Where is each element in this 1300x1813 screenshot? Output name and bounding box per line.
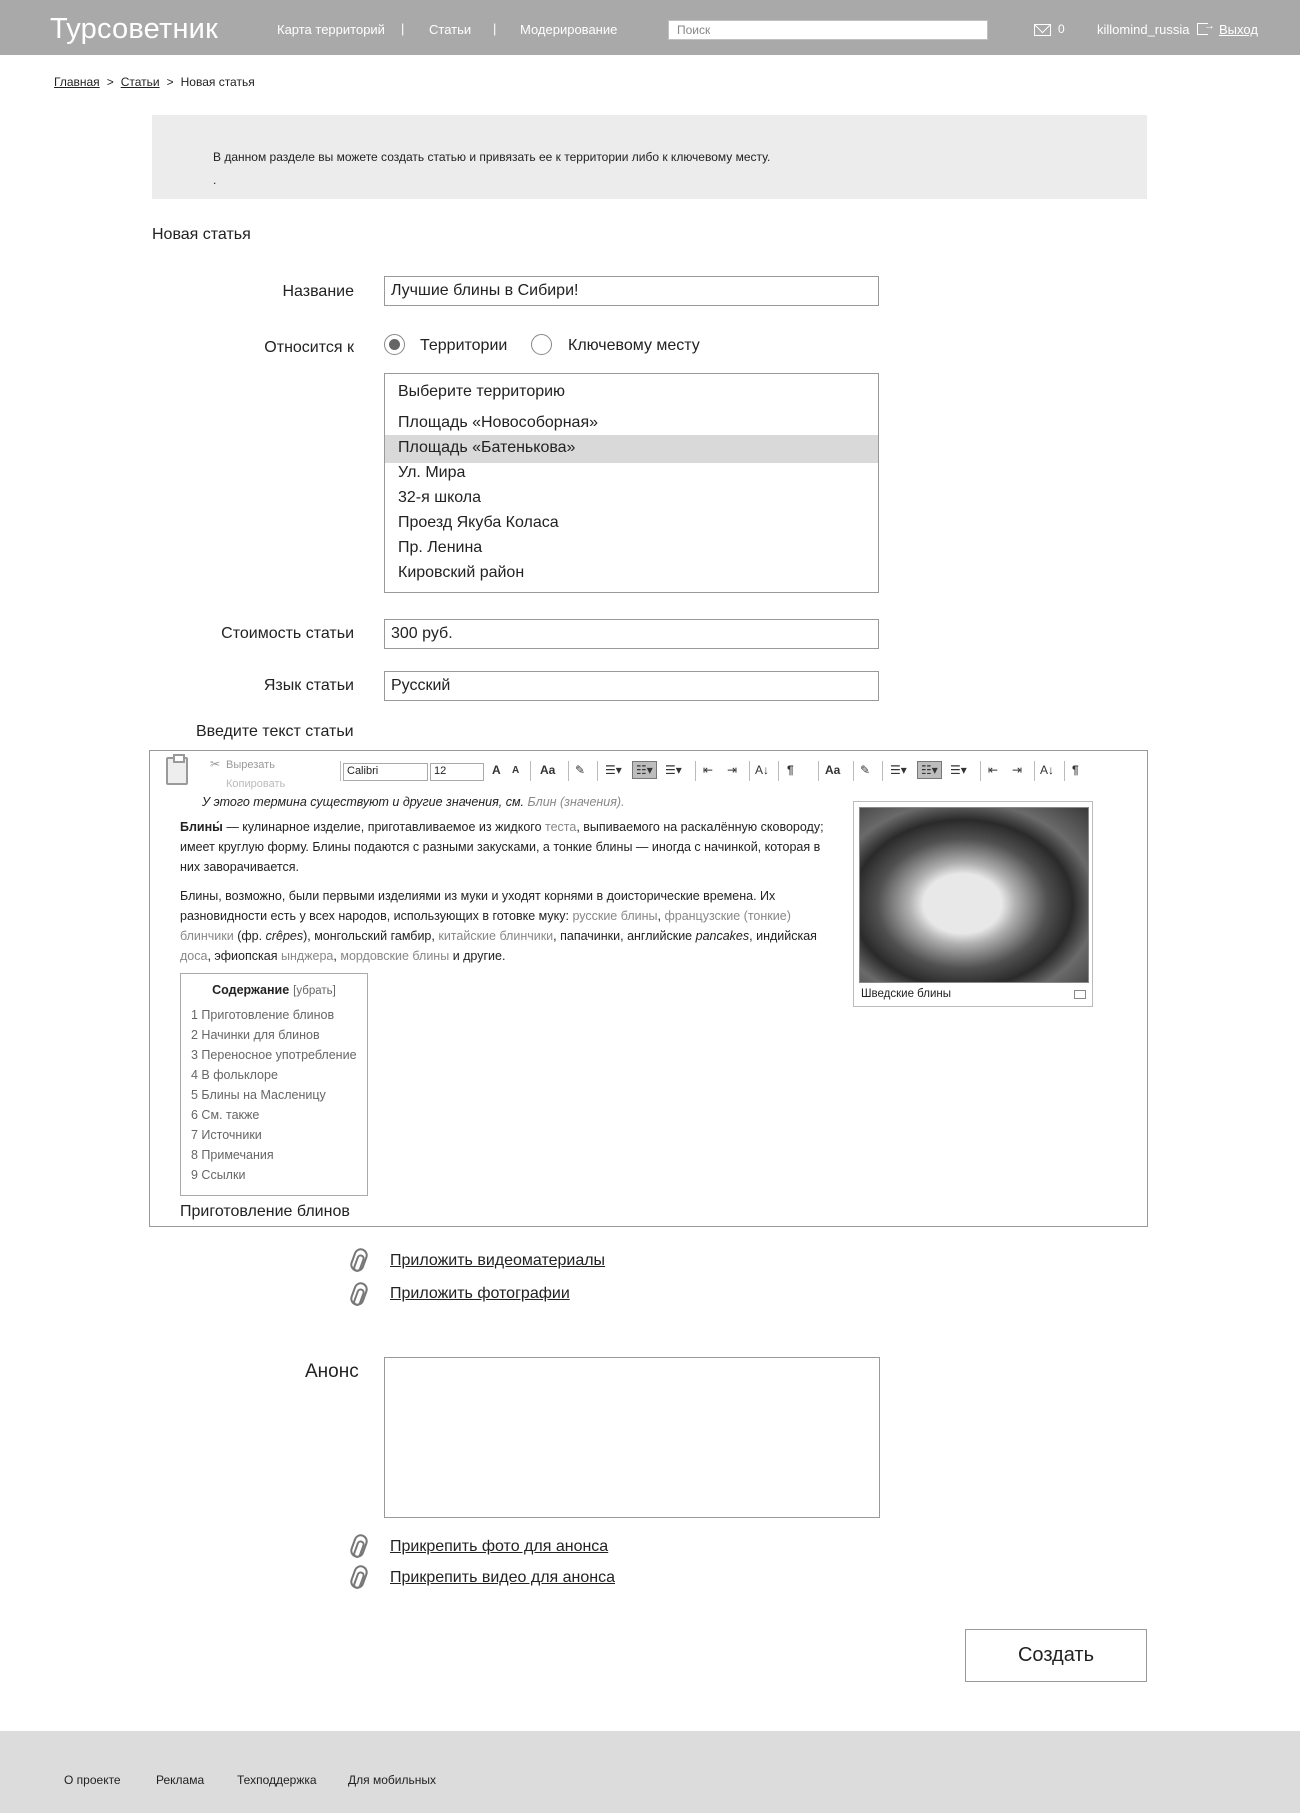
numbered-list-icon[interactable]: ☷▾ [917, 761, 942, 779]
p2-text: Блины, возможно, были первыми изделиями из муки и уходят корнями в доисторические времена. Их разновидности есть у всех народов, использующих в готовке муку: [180, 889, 776, 923]
attach-anons-photo-link[interactable]: Прикрепить фото для анонса [390, 1538, 609, 1555]
p2-text: , папачинки, английские [553, 929, 693, 943]
radio-territory-label[interactable]: Территории [420, 337, 508, 354]
p1-text: — кулинарное изделие, приготавливаемое из жидкого [226, 820, 542, 834]
attach-photo-link[interactable]: Приложить фотографии [390, 1285, 570, 1302]
toolbar-divider [853, 761, 854, 781]
anons-textarea[interactable] [384, 1357, 880, 1518]
cut-icon[interactable]: ✂ [210, 757, 221, 771]
breadcrumb-sep: > [106, 75, 114, 89]
site-logo[interactable]: Турсоветник [50, 13, 218, 45]
p2-punct: , [657, 909, 661, 923]
toc-item[interactable]: 7 Источники [191, 1128, 262, 1142]
anons-label: Анонс [305, 1361, 359, 1382]
toolbar-divider [818, 761, 819, 781]
list-item[interactable]: 32-я школа [398, 489, 482, 506]
footer [0, 1731, 1300, 1813]
footer-ads[interactable]: Реклама [156, 1773, 205, 1787]
disambiguation-note [202, 795, 625, 809]
multilevel-list-icon[interactable]: ☰▾ [950, 763, 967, 777]
figure-caption: Шведские блины [861, 988, 951, 1000]
toolbar-divider [980, 761, 981, 781]
page-title: Новая статья [152, 226, 251, 243]
note-text: У этого термина существуют и другие значения, см. [202, 795, 525, 809]
toolbar-divider [530, 761, 531, 781]
toc-title [181, 983, 367, 997]
list-item[interactable]: Площадь «Новособорная» [398, 414, 598, 431]
radio-territory[interactable] [384, 334, 405, 355]
p2-link[interactable]: русские блины [572, 909, 658, 923]
toolbar-divider [882, 761, 883, 781]
breadcrumb-sep: > [166, 75, 174, 89]
search-input[interactable]: Поиск [668, 20, 988, 40]
editor-toolbar [150, 751, 1147, 791]
section-heading: Приготовление блинов [180, 1203, 350, 1220]
article-paragraph-2 [180, 886, 830, 966]
attach-video-link[interactable]: Приложить видеоматериалы [390, 1252, 606, 1269]
article-figure [853, 801, 1093, 1007]
create-button[interactable]: Создать [965, 1629, 1147, 1682]
toolbar-divider [778, 761, 779, 781]
toolbar-divider [695, 761, 696, 781]
toc-item[interactable]: 8 Примечания [191, 1148, 274, 1162]
term-bold: Блины́ [180, 820, 223, 834]
paperclip-icon [348, 1532, 369, 1559]
paste-icon[interactable] [166, 757, 188, 785]
mail-count: 0 [1058, 22, 1065, 36]
toc-item[interactable]: 9 Ссылки [191, 1168, 246, 1182]
footer-about[interactable]: О проекте [64, 1773, 121, 1787]
change-case-icon[interactable]: Aa [825, 763, 841, 777]
p2-italic: crêpes [265, 929, 304, 943]
spellcheck-icon[interactable]: ✎ [860, 763, 871, 777]
p1-link[interactable]: теста [545, 820, 577, 834]
toolbar-divider [749, 761, 750, 781]
pilcrow-icon[interactable]: ¶ [1072, 763, 1079, 777]
mail-icon[interactable] [1034, 24, 1051, 36]
p1-text-2: , выпиваемого на раскалённую сковороду; имеет круглую форму. Блины подаются с разными закусками, а тонкие блины — иногда с начинкой, которая в них заворачивается. [180, 820, 824, 874]
toc-item[interactable]: 4 В фольклоре [191, 1068, 278, 1082]
cut-button[interactable]: Вырезать [226, 759, 275, 771]
p2-link[interactable]: мордовские блины [340, 949, 450, 963]
p2-text: , эфиопская [207, 949, 278, 963]
radio-key-place[interactable] [531, 334, 552, 355]
list-item[interactable]: Ул. Мира [398, 464, 466, 481]
shrink-font-icon[interactable]: A [512, 765, 520, 776]
cost-input[interactable]: 300 руб. [384, 619, 879, 649]
sort-icon[interactable]: A↓ [755, 763, 770, 777]
p2-link[interactable]: ынджера [280, 949, 334, 963]
relates-label: Относится к [264, 339, 354, 356]
p2-punct: , [333, 949, 337, 963]
spellcheck-icon[interactable]: ✎ [575, 763, 586, 777]
breadcrumb-articles[interactable]: Статьи [120, 75, 160, 89]
breadcrumb-current: Новая статья [180, 75, 255, 89]
toc-title-text: Содержание [212, 983, 290, 997]
attach-anons-video-link[interactable]: Прикрепить видео для анонса [390, 1569, 616, 1586]
toc-item[interactable]: 5 Блины на Масленицу [191, 1088, 326, 1102]
toolbar-divider [1034, 761, 1035, 781]
grow-font-icon[interactable]: A [492, 763, 501, 777]
footer-support[interactable]: Техподдержка [237, 1773, 317, 1787]
numbered-list-icon[interactable]: ☷▾ [632, 761, 657, 779]
toolbar-divider [597, 761, 598, 781]
toc-item[interactable]: 1 Приготовление блинов [191, 1008, 335, 1022]
font-size-select[interactable]: 12 [430, 763, 484, 781]
list-item-selected[interactable]: Площадь «Батенькова» [385, 435, 878, 463]
p2-link[interactable]: доса [180, 949, 208, 963]
p2-text: (фр. [237, 929, 263, 943]
info-box [152, 115, 1147, 199]
p2-text: и другие. [452, 949, 506, 963]
article-paragraph-1 [180, 817, 830, 877]
sort-icon[interactable]: A↓ [1040, 763, 1055, 777]
logout-icon[interactable] [1197, 23, 1208, 35]
p2-italic: pancakes [695, 929, 750, 943]
pancakes-photo[interactable] [859, 807, 1089, 983]
p2-text: ), монгольский гамбир, [303, 929, 435, 943]
p2-link[interactable]: французские (тонкие) блинчики [180, 909, 791, 943]
paperclip-icon [348, 1563, 369, 1590]
nav-separator: | [493, 21, 497, 36]
toolbar-divider [340, 761, 341, 781]
name-input[interactable]: Лучшие блины в Сибири! [384, 276, 879, 306]
territory-listbox[interactable] [384, 373, 879, 593]
decrease-indent-icon[interactable]: ⇤ [988, 763, 999, 777]
note-link[interactable]: Блин (значения). [527, 795, 625, 809]
toolbar-divider [1064, 761, 1065, 781]
toc-item[interactable]: 6 См. также [191, 1108, 260, 1122]
toc-hide-link[interactable]: [убрать] [293, 985, 336, 997]
breadcrumb [54, 75, 255, 89]
toc-item[interactable]: 3 Переносное употребление [191, 1048, 357, 1062]
article-text-label: Введите текст статьи [196, 723, 354, 740]
language-input[interactable]: Русский [384, 671, 879, 701]
bullet-list-icon[interactable]: ☰▾ [605, 763, 622, 777]
font-select[interactable]: Calibri [343, 763, 428, 781]
name-label: Название [282, 283, 354, 300]
nav-articles[interactable]: Статьи [429, 22, 472, 37]
radio-key-place-label[interactable]: Ключевому месту [568, 337, 700, 354]
table-of-contents [180, 973, 368, 1196]
toolbar-divider [568, 761, 569, 781]
increase-indent-icon[interactable]: ⇥ [727, 763, 738, 777]
nav-map[interactable]: Карта территорий [277, 22, 385, 37]
multilevel-list-icon[interactable]: ☰▾ [665, 763, 682, 777]
enlarge-icon[interactable] [1074, 990, 1086, 999]
p2-text: , индийская [749, 929, 817, 943]
article-editor[interactable] [149, 750, 1148, 1227]
paperclip-icon [348, 1246, 369, 1273]
breadcrumb-home[interactable]: Главная [54, 75, 100, 89]
language-label: Язык статьи [263, 677, 354, 694]
list-item[interactable]: Пр. Ленина [398, 539, 483, 556]
info-dot: . [213, 173, 217, 187]
paperclip-icon [348, 1280, 369, 1307]
nav-moderation[interactable]: Модерирование [520, 22, 618, 37]
pilcrow-icon[interactable]: ¶ [787, 763, 794, 777]
top-header [0, 0, 1300, 55]
toc-item[interactable]: 2 Начинки для блинов [191, 1028, 320, 1042]
copy-button[interactable]: Копировать [226, 778, 286, 790]
username[interactable]: killomind_russia [1097, 22, 1190, 37]
cost-label: Стоимость статьи [221, 625, 354, 642]
decrease-indent-icon[interactable]: ⇤ [703, 763, 714, 777]
change-case-icon[interactable]: Aa [540, 763, 556, 777]
list-item[interactable]: Кировский район [398, 564, 525, 581]
increase-indent-icon[interactable]: ⇥ [1012, 763, 1023, 777]
footer-mobile[interactable]: Для мобильных [348, 1773, 436, 1787]
list-item[interactable]: Проезд Якуба Коласа [398, 514, 559, 531]
info-text: В данном разделе вы можете создать статью и привязать ее к территории либо к ключевому месту. [213, 150, 771, 164]
logout-link[interactable]: Выход [1219, 22, 1258, 37]
nav-separator: | [401, 21, 405, 36]
listbox-header: Выберите территорию [398, 383, 566, 400]
bullet-list-icon[interactable]: ☰▾ [890, 763, 907, 777]
p2-link[interactable]: китайские блинчики [438, 929, 554, 943]
